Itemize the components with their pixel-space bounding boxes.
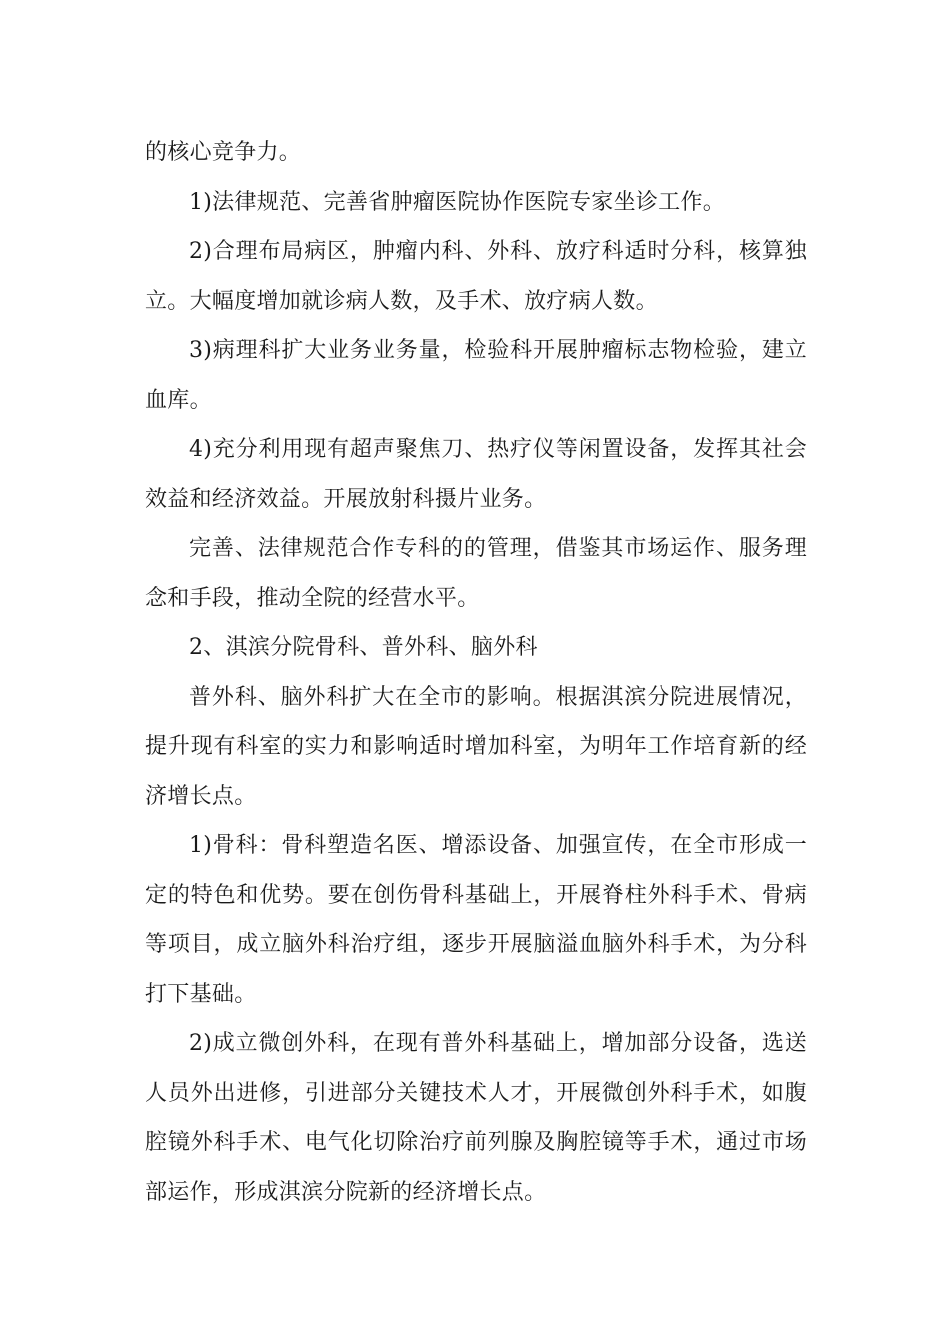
paragraph-1: 的核心竞争力。 [145, 140, 302, 165]
paragraph-8: 1)骨科：骨科塑造名医、增添设备、加强宣传，在全市形成一定的特色和优势。要在创伤骨科基础上，开展脊柱外科手术、骨病等项目，成立脑外科治疗组，逐步开展脑溢血脑外科手术，为分科打下基础。 [145, 833, 807, 1007]
paragraph-9: 2)成立微创外科，在现有普外科基础上，增加部分设备，选送人员外出进修，引进部分关键技术人才，开展微创外科手术，如腹腔镜外科手术、电气化切除治疗前列腺及胸腔镜等手术，通过市场部运作，形成淇滨分院新的经济增长点。 [145, 1031, 807, 1205]
paragraph-2: 1)法律规范、完善省肿瘤医院协作医院专家坐诊工作。 [189, 189, 726, 215]
paragraph-4: 3)病理科扩大业务业务量，检验科开展肿瘤标志物检验，建立血库。 [145, 338, 807, 413]
section-heading: 2、淇滨分院骨科、普外科、脑外科 [189, 635, 538, 660]
paragraph-5: 4)充分利用现有超声聚焦刀、热疗仪等闲置设备，发挥其社会效益和经济效益。开展放射科摄片业务。 [145, 437, 807, 512]
document-body [145, 128, 807, 1217]
paragraph-3: 2)合理布局病区，肿瘤内科、外科、放疗科适时分科，核算独立。大幅度增加就诊病人数，及手术、放疗病人数。 [145, 239, 807, 314]
paragraph-7: 普外科、脑外科扩大在全市的影响。根据淇滨分院进展情况，提升现有科室的实力和影响适时增加科室，为明年工作培育新的经济增长点。 [145, 684, 807, 809]
paragraph-6: 完善、法律规范合作专科的的管理，借鉴其市场运作、服务理念和手段，推动全院的经营水平。 [145, 536, 807, 611]
